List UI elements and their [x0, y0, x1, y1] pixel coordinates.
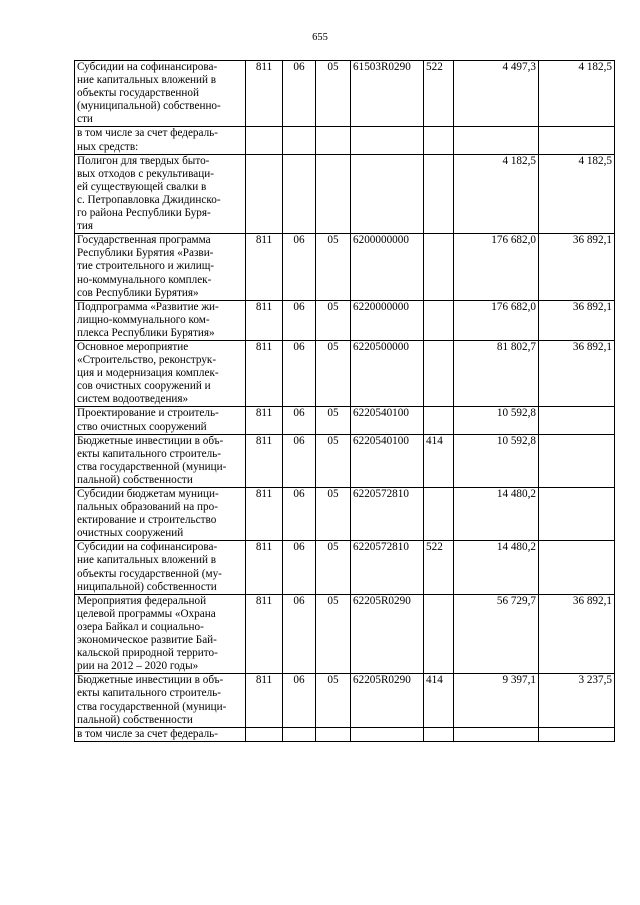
cell-section-text: 06	[293, 434, 305, 447]
cell-subsection	[316, 674, 351, 727]
cell-administrator-text: 811	[255, 434, 273, 447]
cell-amount-federal	[539, 594, 615, 674]
cell-section	[283, 154, 316, 234]
cell-name-text: Субсидии бюджетам муници- пальных образований на про- ектирование и строительство очистных сооружений	[77, 488, 219, 540]
cell-section	[283, 234, 316, 300]
cell-subsection-text: 05	[327, 340, 339, 353]
cell-target-article	[351, 154, 424, 234]
cell-administrator-text: 811	[255, 407, 273, 420]
cell-administrator-text: 811	[255, 674, 273, 687]
cell-section	[283, 61, 316, 127]
cell-amount-federal	[539, 127, 615, 154]
cell-name	[75, 674, 246, 727]
cell-subsection-text: 05	[327, 674, 339, 687]
cell-name-text: в том числе за счет федераль-	[77, 727, 218, 740]
cell-subsection-text: 05	[327, 541, 339, 554]
cell-expense-type	[424, 300, 454, 340]
cell-section	[283, 594, 316, 674]
cell-amount-total	[454, 154, 539, 234]
cell-subsection	[316, 300, 351, 340]
cell-amount-federal	[539, 488, 615, 541]
cell-administrator	[246, 234, 283, 300]
cell-amount-total	[454, 127, 539, 154]
cell-target-article-text: 6220540100	[353, 407, 409, 420]
cell-expense-type	[424, 407, 454, 434]
cell-expense-type	[424, 127, 454, 154]
cell-administrator-text: 811	[255, 340, 273, 353]
cell-name-text: Государственная программа Республики Бурятия «Разви- тие строительного и жилищ- но-коммунального комплек- сов Республики Бурятия»	[77, 234, 215, 299]
cell-name	[75, 488, 246, 541]
cell-administrator	[246, 340, 283, 406]
cell-name	[75, 340, 246, 406]
table-row	[75, 340, 615, 406]
cell-target-article-text: 61503R0290	[353, 61, 411, 73]
cell-expense-type	[424, 488, 454, 541]
cell-administrator-text: 811	[255, 541, 273, 554]
cell-name	[75, 727, 246, 741]
cell-name-text: Основное мероприятие «Строительство, реконструк- ция и модернизация комплек- сов очистных сооружений и систем водоотведения»	[77, 340, 219, 406]
cell-section-text: 06	[293, 541, 305, 554]
cell-section	[283, 407, 316, 434]
cell-amount-total-text: 4 497,3	[502, 61, 536, 73]
cell-expense-type	[424, 541, 454, 594]
cell-administrator	[246, 541, 283, 594]
cell-expense-type	[424, 154, 454, 234]
cell-amount-total-text: 81 802,7	[496, 340, 536, 353]
cell-section-text: 06	[293, 340, 305, 353]
cell-target-article	[351, 434, 424, 487]
table-row	[75, 154, 615, 234]
cell-amount-federal	[539, 434, 615, 487]
cell-administrator-text: 811	[255, 594, 273, 607]
cell-amount-federal	[539, 541, 615, 594]
cell-expense-type	[424, 594, 454, 674]
cell-subsection-text: 05	[327, 594, 339, 607]
cell-amount-total-text: 14 480,2	[496, 541, 536, 554]
cell-subsection-text: 05	[327, 488, 339, 500]
cell-amount-total	[454, 234, 539, 300]
table-row	[75, 407, 615, 434]
cell-name	[75, 154, 246, 234]
cell-amount-federal-text: 36 892,1	[572, 300, 612, 313]
cell-administrator	[246, 61, 283, 127]
cell-amount-total-text: 10 592,8	[496, 434, 536, 447]
cell-subsection	[316, 727, 351, 741]
cell-section	[283, 541, 316, 594]
cell-name-text: Проектирование и строитель- ство очистных сооружений	[77, 407, 219, 433]
cell-administrator-text: 811	[255, 300, 273, 313]
table-row	[75, 434, 615, 487]
cell-expense-type-text: 522	[426, 61, 443, 73]
cell-section	[283, 488, 316, 541]
cell-target-article	[351, 594, 424, 674]
cell-target-article	[351, 541, 424, 594]
cell-subsection	[316, 407, 351, 434]
cell-expense-type-text: 522	[426, 541, 443, 554]
cell-subsection-text: 05	[327, 61, 339, 73]
cell-name-text: Бюджетные инвестиции в объ- екты капитального строитель- ства государственной (муници- пальной) собственности	[77, 434, 227, 486]
cell-amount-total-text: 9 397,1	[502, 674, 536, 687]
cell-name	[75, 61, 246, 127]
cell-amount-federal	[539, 154, 615, 234]
cell-subsection	[316, 594, 351, 674]
page-number: 655	[312, 32, 328, 43]
cell-amount-federal	[539, 674, 615, 727]
cell-target-article-text: 6220540100	[353, 434, 409, 447]
cell-subsection	[316, 154, 351, 234]
cell-subsection-text: 05	[327, 407, 339, 420]
cell-subsection	[316, 541, 351, 594]
cell-section	[283, 674, 316, 727]
cell-amount-federal	[539, 407, 615, 434]
cell-target-article	[351, 61, 424, 127]
cell-name	[75, 300, 246, 340]
cell-section	[283, 127, 316, 154]
table-row	[75, 594, 615, 674]
cell-administrator-text: 811	[255, 61, 273, 73]
cell-amount-total	[454, 300, 539, 340]
cell-target-article	[351, 300, 424, 340]
cell-name-text: Полигон для твердых быто- вых отходов с рекультиваци- ей существующей свалки в с. Петропавловка Джидинско- го района Республики Буря- тия	[77, 154, 221, 233]
cell-amount-federal	[539, 61, 615, 127]
cell-amount-federal-text: 36 892,1	[572, 340, 612, 353]
cell-amount-total	[454, 407, 539, 434]
cell-target-article	[351, 727, 424, 741]
cell-amount-total-text: 176 682,0	[491, 300, 536, 313]
cell-amount-federal-text: 3 237,5	[578, 674, 612, 687]
cell-target-article	[351, 488, 424, 541]
cell-section	[283, 300, 316, 340]
cell-target-article-text: 6220572810	[353, 488, 409, 500]
cell-amount-total	[454, 434, 539, 487]
cell-amount-total-text: 4 182,5	[502, 154, 536, 167]
cell-subsection	[316, 434, 351, 487]
cell-name	[75, 434, 246, 487]
cell-name-text: Субсидии на софинансирова- ние капитальных вложений в объекты государственной (му- ниципальной) собственности	[77, 541, 222, 593]
cell-expense-type-text: 414	[426, 434, 443, 447]
cell-name-text: Подпрограмма «Развитие жи- лищно-коммунального ком- плекса Республики Бурятия»	[77, 300, 219, 339]
cell-target-article	[351, 674, 424, 727]
cell-amount-federal-text: 36 892,1	[572, 594, 612, 607]
cell-administrator	[246, 594, 283, 674]
table-row	[75, 127, 615, 154]
table-row	[75, 488, 615, 541]
cell-target-article-text: 62205R0290	[353, 594, 411, 607]
cell-subsection	[316, 234, 351, 300]
cell-target-article-text: 62205R0290	[353, 674, 411, 687]
table-row	[75, 727, 615, 741]
cell-amount-federal	[539, 234, 615, 300]
cell-target-article	[351, 340, 424, 406]
cell-expense-type	[424, 434, 454, 487]
cell-amount-total	[454, 340, 539, 406]
cell-section	[283, 727, 316, 741]
cell-section-text: 06	[293, 61, 305, 73]
table-row	[75, 674, 615, 727]
cell-administrator	[246, 674, 283, 727]
cell-amount-federal-text: 36 892,1	[572, 234, 612, 247]
cell-expense-type	[424, 674, 454, 727]
cell-section-text: 06	[293, 407, 305, 420]
cell-section-text: 06	[293, 300, 305, 313]
cell-administrator-text: 811	[255, 234, 273, 247]
cell-administrator	[246, 407, 283, 434]
cell-name-text: в том числе за счет федераль- ных средств:	[77, 127, 218, 153]
cell-amount-total-text: 176 682,0	[491, 234, 536, 247]
cell-name-text: Субсидии на софинансирова- ние капитальных вложений в объекты государственной (муниципальной) собственно- сти	[77, 61, 221, 126]
cell-name	[75, 234, 246, 300]
cell-administrator	[246, 154, 283, 234]
cell-name	[75, 407, 246, 434]
cell-expense-type	[424, 234, 454, 300]
cell-administrator	[246, 488, 283, 541]
cell-expense-type	[424, 727, 454, 741]
cell-target-article	[351, 407, 424, 434]
cell-subsection-text: 05	[327, 434, 339, 447]
cell-name-text: Бюджетные инвестиции в объ- екты капитального строитель- ства государственной (муници- пальной) собственности	[77, 674, 227, 726]
cell-section-text: 06	[293, 674, 305, 687]
cell-section-text: 06	[293, 488, 305, 500]
table-row	[75, 234, 615, 300]
cell-administrator	[246, 727, 283, 741]
cell-subsection	[316, 488, 351, 541]
cell-amount-total	[454, 727, 539, 741]
cell-amount-total-text: 14 480,2	[496, 488, 536, 500]
cell-expense-type-text: 414	[426, 674, 443, 687]
table-row	[75, 61, 615, 127]
cell-name-text: Мероприятия федеральной целевой программы «Охрана озера Байкал и социально- экономическое развитие Бай- кальской природной террито- рии на 2012 – 2020 годы»	[77, 594, 218, 673]
cell-amount-total	[454, 594, 539, 674]
cell-expense-type	[424, 61, 454, 127]
cell-amount-federal-text: 4 182,5	[578, 154, 612, 167]
cell-administrator-text: 811	[255, 488, 273, 500]
cell-administrator	[246, 127, 283, 154]
cell-administrator	[246, 434, 283, 487]
cell-section	[283, 434, 316, 487]
cell-amount-total-text: 10 592,8	[496, 407, 536, 420]
cell-target-article-text: 6220500000	[353, 340, 409, 353]
cell-amount-total-text: 56 729,7	[496, 594, 536, 607]
cell-expense-type	[424, 340, 454, 406]
cell-amount-federal	[539, 340, 615, 406]
cell-subsection	[316, 61, 351, 127]
budget-table	[74, 60, 615, 742]
table-row	[75, 300, 615, 340]
table-row	[75, 541, 615, 594]
cell-name	[75, 594, 246, 674]
cell-amount-federal-text: 4 182,5	[578, 61, 612, 73]
cell-name	[75, 127, 246, 154]
cell-amount-total	[454, 61, 539, 127]
cell-section	[283, 340, 316, 406]
cell-amount-total	[454, 541, 539, 594]
cell-amount-total	[454, 488, 539, 541]
cell-subsection	[316, 127, 351, 154]
cell-amount-federal	[539, 300, 615, 340]
cell-amount-total	[454, 674, 539, 727]
cell-section-text: 06	[293, 594, 305, 607]
cell-administrator	[246, 300, 283, 340]
cell-name	[75, 541, 246, 594]
cell-target-article	[351, 234, 424, 300]
cell-target-article	[351, 127, 424, 154]
cell-subsection	[316, 340, 351, 406]
cell-amount-federal	[539, 727, 615, 741]
cell-section-text: 06	[293, 234, 305, 247]
cell-target-article-text: 6220572810	[353, 541, 409, 554]
cell-target-article-text: 6200000000	[353, 234, 409, 247]
cell-subsection-text: 05	[327, 300, 339, 313]
cell-target-article-text: 6220000000	[353, 300, 409, 313]
cell-subsection-text: 05	[327, 234, 339, 247]
